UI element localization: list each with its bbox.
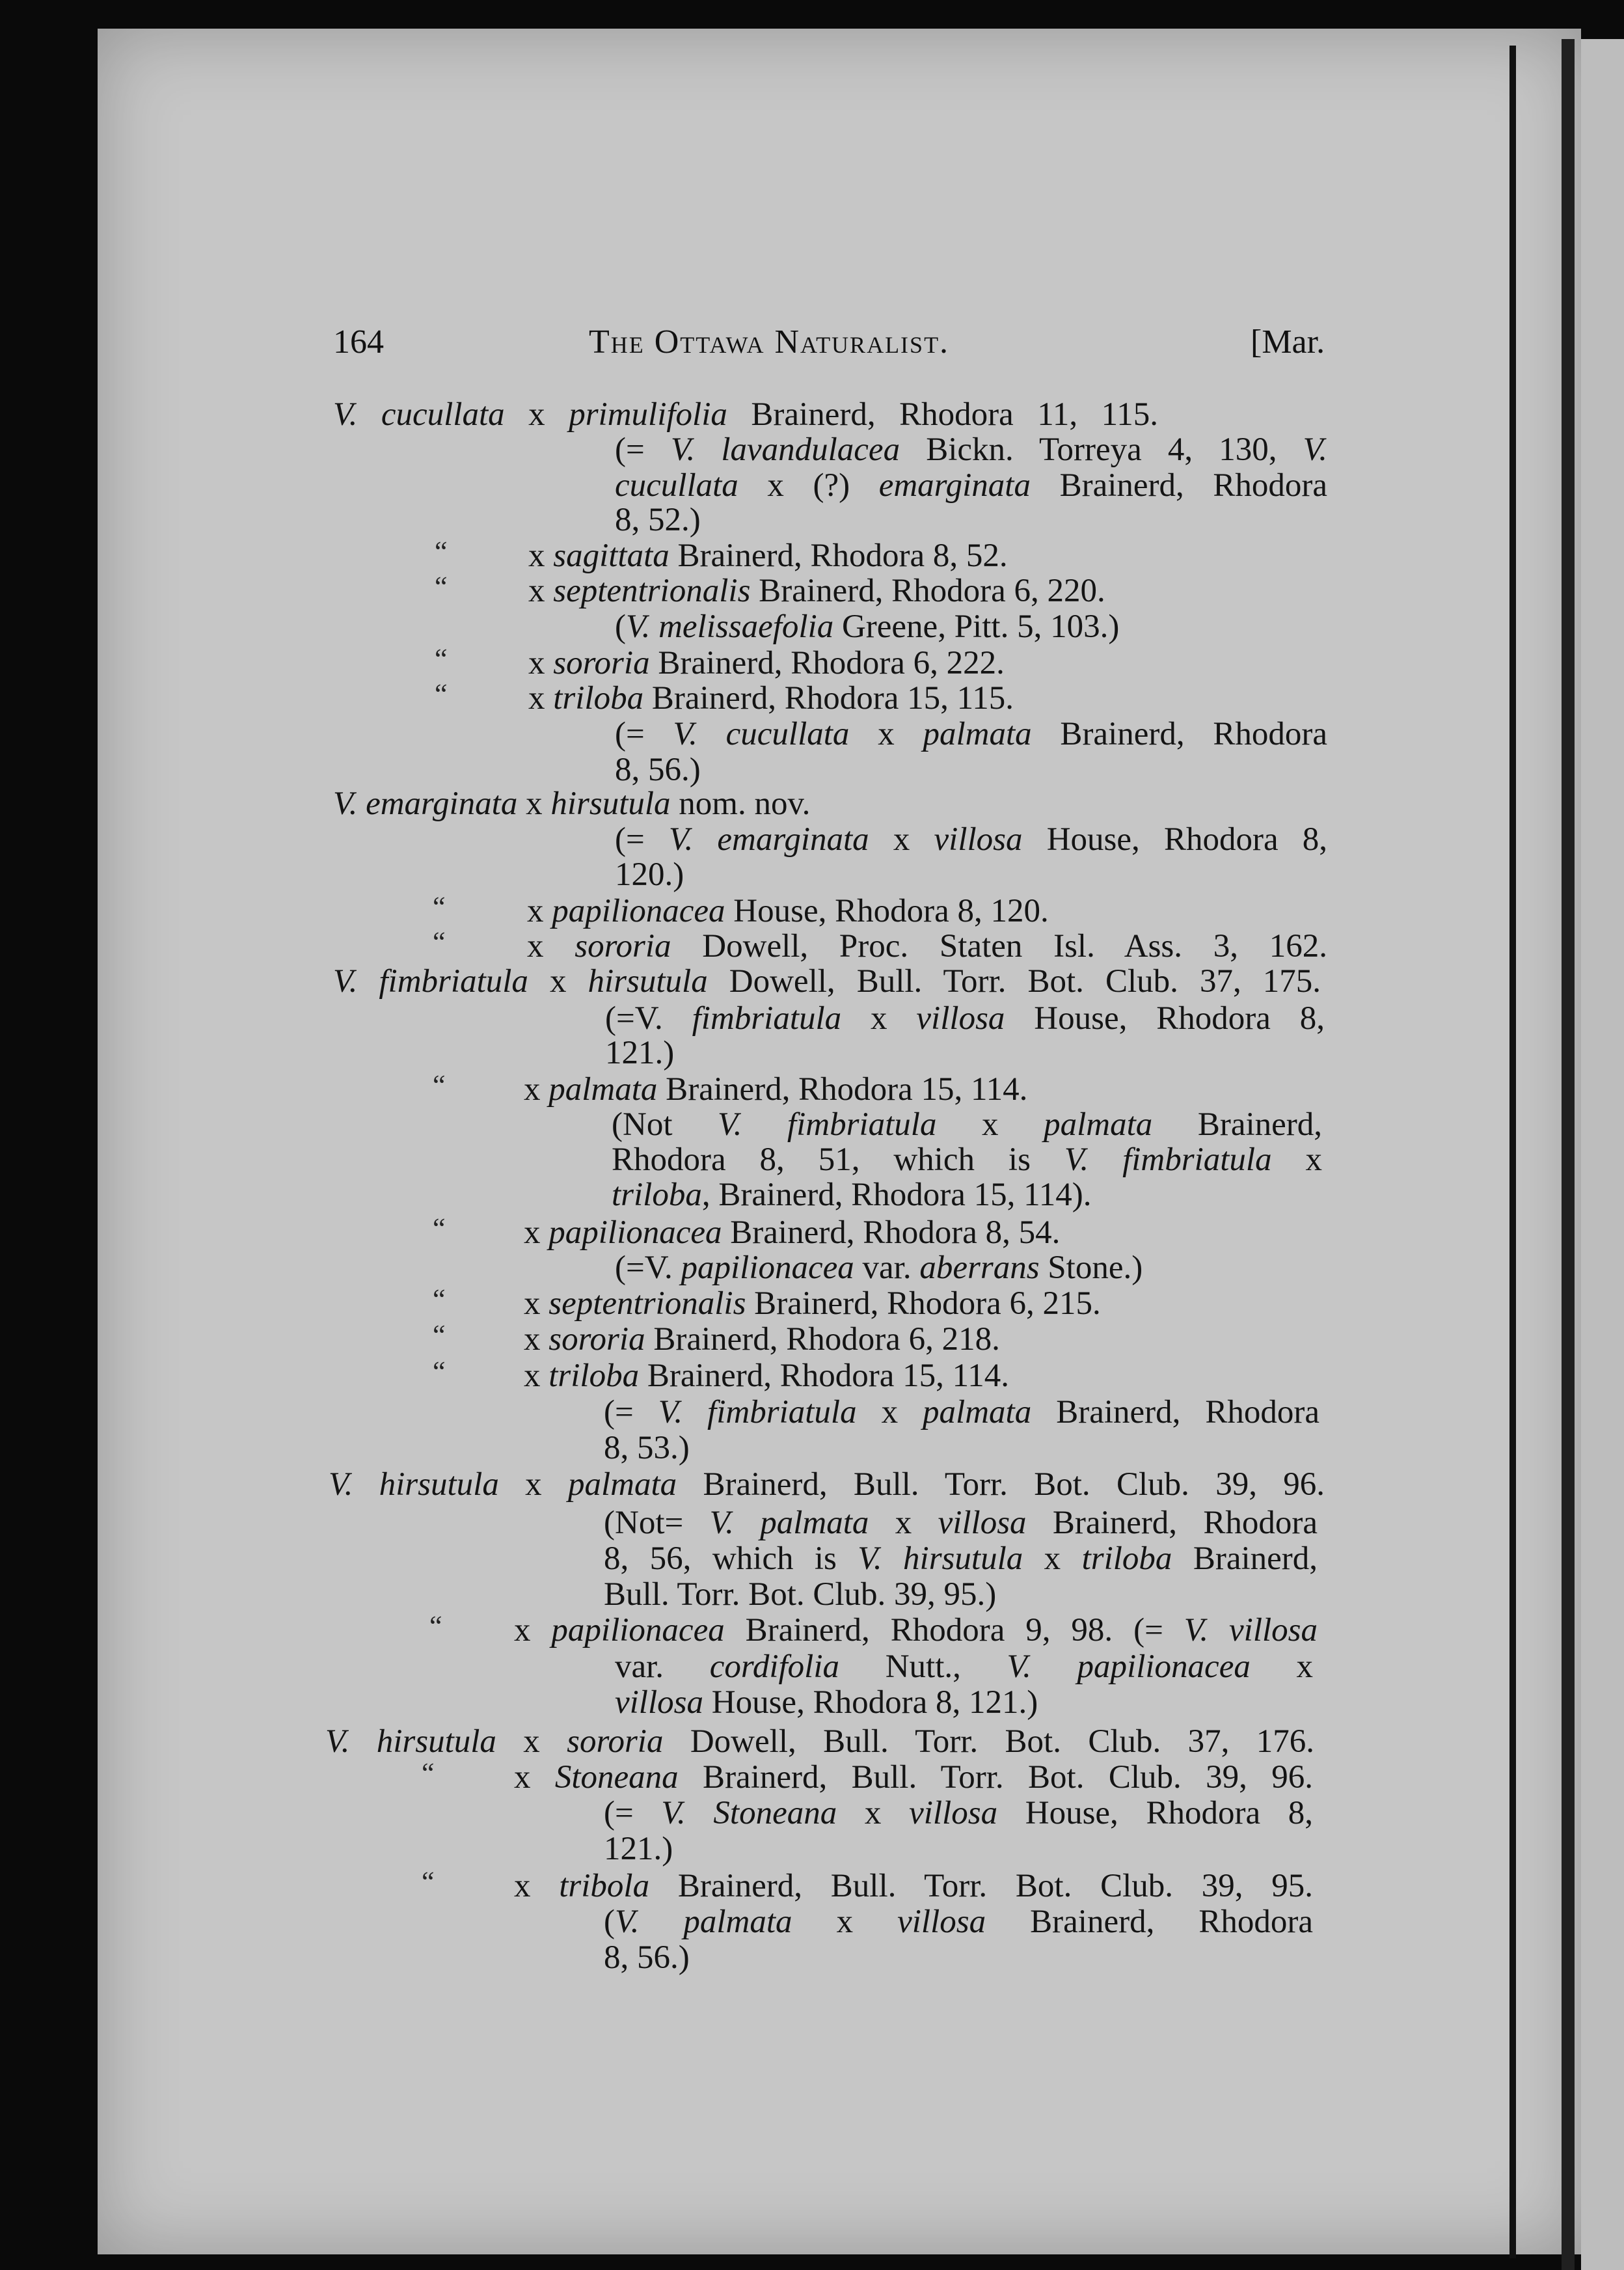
- ditto-mark: “: [435, 536, 448, 568]
- text-line: V. cucullata x primulifolia Brainerd, Rhodora 11, 115.: [333, 396, 1159, 433]
- page-gutter-line: [1509, 46, 1516, 2258]
- text-line: (Not= V. palmata x villosa Brainerd, Rhodora: [604, 1505, 1318, 1541]
- ditto-mark: “: [433, 1319, 446, 1351]
- text-line: x papilionacea Brainerd, Rhodora 9, 98. (= V. villosa: [514, 1612, 1318, 1648]
- text-line: (=V. papilionacea var. aberrans Stone.): [615, 1250, 1143, 1286]
- text-line: x papilionacea House, Rhodora 8, 120.: [527, 893, 1049, 929]
- ditto-mark: “: [433, 891, 446, 923]
- text-line: 8, 53.): [604, 1430, 690, 1466]
- text-line: x sagittata Brainerd, Rhodora 8, 52.: [528, 538, 1008, 574]
- text-line: 8, 56.): [615, 752, 701, 788]
- ditto-mark: “: [433, 1283, 446, 1315]
- binding-shadow: [1562, 39, 1575, 2270]
- text-line: x triloba Brainerd, Rhodora 15, 115.: [528, 680, 1014, 717]
- text-line: 121.): [605, 1035, 675, 1071]
- text-line: (V. palmata x villosa Brainerd, Rhodora: [604, 1904, 1314, 1940]
- text-line: x sororia Dowell, Proc. Staten Isl. Ass. 3, 162.: [527, 928, 1327, 964]
- page-number: 164: [333, 323, 384, 361]
- text-line: triloba, Brainerd, Rhodora 15, 114).: [612, 1177, 1092, 1213]
- text-line: 120.): [615, 856, 684, 893]
- ditto-mark: “: [435, 678, 448, 710]
- text-line: 8, 52.): [615, 502, 701, 538]
- text-line: x septentrionalis Brainerd, Rhodora 6, 215.: [524, 1285, 1101, 1322]
- ditto-mark: “: [433, 926, 446, 958]
- ditto-mark: “: [422, 1757, 435, 1789]
- running-title: The Ottawa Naturalist.: [589, 323, 950, 361]
- text-line: 8, 56.): [604, 1939, 690, 1976]
- text-line: x papilionacea Brainerd, Rhodora 8, 54.: [524, 1214, 1061, 1251]
- text-line: V. hirsutula x palmata Brainerd, Bull. Torr. Bot. Club. 39, 96.: [329, 1466, 1325, 1503]
- text-line: V. emarginata x hirsutula nom. nov.: [333, 786, 811, 822]
- text-line: x tribola Brainerd, Bull. Torr. Bot. Club. 39, 95.: [514, 1868, 1314, 1904]
- text-line: (V. melissaefolia Greene, Pitt. 5, 103.): [615, 609, 1120, 645]
- ditto-mark: “: [435, 571, 448, 603]
- text-line: villosa House, Rhodora 8, 121.): [615, 1684, 1038, 1721]
- text-line: cucullata x (?) emarginata Brainerd, Rhodora: [615, 467, 1327, 504]
- ditto-mark: “: [433, 1212, 446, 1244]
- ditto-mark: “: [422, 1866, 435, 1898]
- ditto-mark: “: [435, 643, 448, 675]
- text-line: x sororia Brainerd, Rhodora 6, 222.: [528, 645, 1005, 681]
- text-line: (= V. cucullata x palmata Brainerd, Rhodora: [615, 716, 1328, 752]
- text-line: Bull. Torr. Bot. Club. 39, 95.): [604, 1576, 997, 1613]
- text-line: (= V. fimbriatula x palmata Brainerd, Rhodora: [604, 1394, 1320, 1430]
- text-line: (= V. lavandulacea Bickn. Torreya 4, 130, V.: [615, 431, 1328, 468]
- text-line: var. cordifolia Nutt., V. papilionacea x: [615, 1648, 1314, 1685]
- text-line: x Stoneana Brainerd, Bull. Torr. Bot. Club. 39, 96.: [514, 1759, 1313, 1796]
- text-line: (= V. emarginata x villosa House, Rhodora 8,: [615, 821, 1327, 858]
- text-line: (= V. Stoneana x villosa House, Rhodora 8,: [604, 1795, 1314, 1831]
- ditto-mark: “: [433, 1069, 446, 1101]
- text-line: x triloba Brainerd, Rhodora 15, 114.: [524, 1358, 1010, 1394]
- next-page-edge: [1581, 39, 1624, 2270]
- text-line: x sororia Brainerd, Rhodora 6, 218.: [524, 1321, 1000, 1358]
- text-line: (Not V. fimbriatula x palmata Brainerd,: [612, 1106, 1323, 1143]
- ditto-mark: “: [429, 1610, 442, 1642]
- ditto-mark: “: [433, 1356, 446, 1388]
- text-line: x palmata Brainerd, Rhodora 15, 114.: [524, 1071, 1028, 1108]
- text-line: x septentrionalis Brainerd, Rhodora 6, 220.: [528, 573, 1105, 609]
- text-line: Rhodora 8, 51, which is V. fimbriatula x: [612, 1142, 1322, 1178]
- text-line: 8, 56, which is V. hirsutula x triloba Brainerd,: [604, 1540, 1318, 1577]
- running-date: [Mar.: [1251, 323, 1325, 361]
- text-line: (=V. fimbriatula x villosa House, Rhodora 8,: [605, 1000, 1325, 1037]
- text-line: 121.): [604, 1831, 673, 1867]
- text-line: V. fimbriatula x hirsutula Dowell, Bull. Torr. Bot. Club. 37, 175.: [333, 963, 1321, 1000]
- text-line: V. hirsutula x sororia Dowell, Bull. Torr. Bot. Club. 37, 176.: [325, 1723, 1315, 1760]
